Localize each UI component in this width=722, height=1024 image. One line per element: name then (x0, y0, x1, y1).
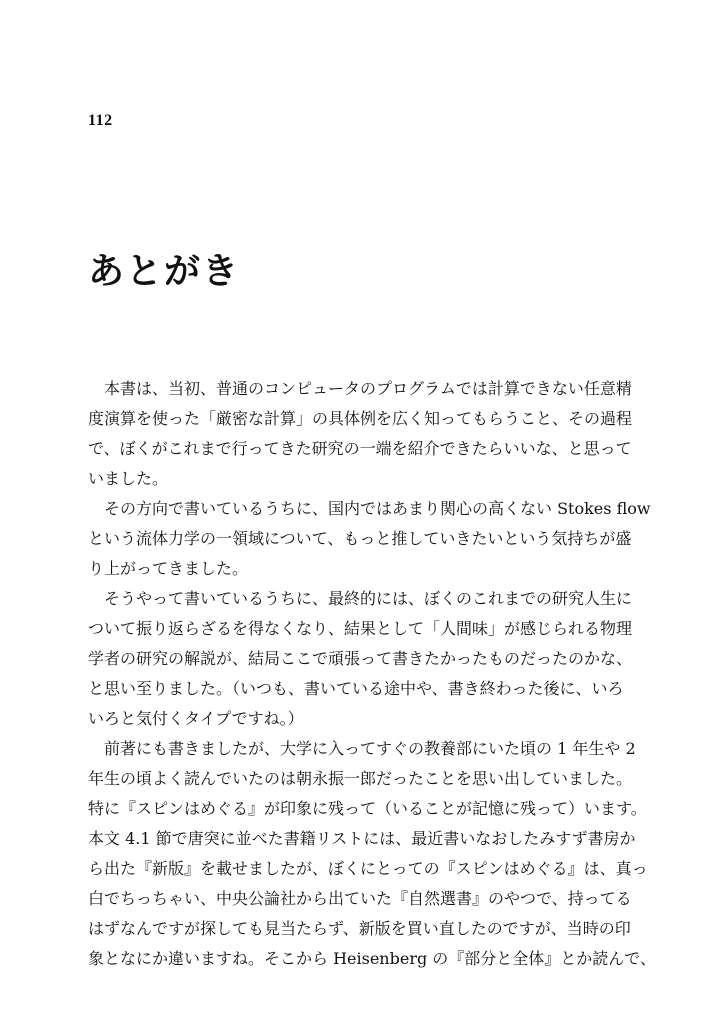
body-text (88, 374, 656, 974)
text-line: はずなんですが探しても見当たらず、新版を買い直したのですが、当時の印 (88, 919, 631, 938)
text-line: その方向で書いているうちに、国内ではあまり関心の高くない Stokes flow (104, 499, 651, 518)
paragraph-3 (88, 584, 634, 734)
text-line: 度演算を使った「厳密な計算」の具体例を広く知ってもらうこと、その過程 (88, 409, 633, 428)
text-line: と思い至りました。（いつも、書いている途中や、書き終わった後に、いろ (88, 679, 624, 698)
text-line: 学者の研究の解説が、結局ここで頑張って書きたかったものだったのかな、 (88, 649, 633, 668)
text-line: 本書は、当初、普通のコンピュータのプログラムでは計算できない任意精 (104, 379, 632, 398)
text-line: り上がってきました。 (88, 559, 249, 578)
paragraph-1 (88, 374, 634, 494)
text-line: という流体力学の一領域について、もっと推していきたいという気持ちが盛 (88, 529, 632, 548)
text-line: 特に『スピンはめぐる』が印象に残って（いることが記憶に残って）います。 (88, 799, 647, 818)
text-line: 年生の頃よく読んでいたのは朝永振一郎だったことを思い出していました。 (88, 769, 633, 788)
text-line: 白でちっちゃい、中央公論社から出ていた『自然選書』のやつで、持ってる (88, 889, 632, 908)
paragraph-2 (88, 494, 651, 584)
text-line: で、ぼくがこれまで行ってきた研究の一端を紹介できたらいいな、と思って (88, 439, 632, 458)
text-line: ら出た『新版』を載せましたが、ぼくにとっての『スピンはめぐる』は、真っ (88, 859, 648, 878)
text-line: 本文 4.1 節で唐突に並べた書籍リストには、最近書いなおしたみすず書房か (88, 829, 636, 848)
text-line: 前著にも書きましたが、大学に入ってすぐの教養部にいた頃の 1 年生や 2 (104, 739, 636, 758)
text-line: いました。 (88, 469, 169, 488)
text-line: そうやって書いているうちに、最終的には、ぼくのこれまでの研究人生に (104, 589, 633, 608)
chapter-title: あとがき (88, 251, 241, 292)
text-line: 象となにか違いますね。そこから Heisenberg の『部分と全体』とか読んで、 (88, 949, 656, 968)
text-line: ついて振り返らざるを得なくなり、結果として「人間味」が感じられる物理 (88, 619, 633, 638)
text-line: いろと気付くタイプですね。） (88, 709, 304, 728)
page-number: 112 (88, 112, 113, 129)
paragraph-4 (88, 734, 656, 974)
